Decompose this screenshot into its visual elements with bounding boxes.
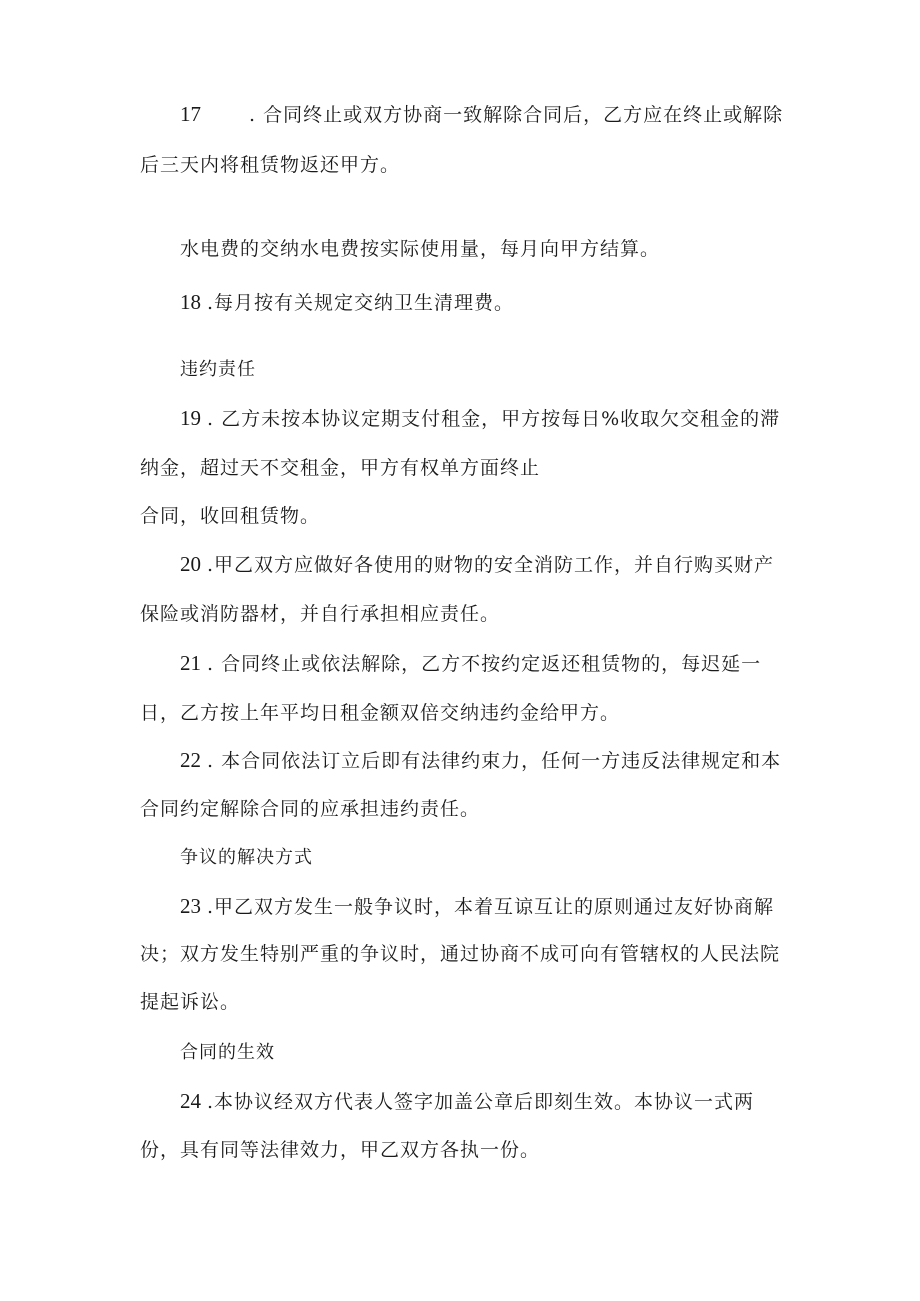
clause-19-line-2: 纳金，超过天不交租金，甲方有权单方面终止 xyxy=(140,457,541,479)
clause-17-line-1 xyxy=(180,102,783,127)
clause-20-line-2: 保险或消防器材，并自行承担相应责任。 xyxy=(140,603,501,625)
clause-17-line-2: 后三天内将租赁物返还甲方。 xyxy=(140,154,401,176)
clause-23-line-2: 决；双方发生特别严重的争议时，通过协商不成可向有管辖权的人民法院 xyxy=(140,943,781,965)
clause-text: .本协议经双方代表人签字加盖公章后即刻生效。本协议一式两 xyxy=(207,1091,755,1113)
clause-number: 22 xyxy=(180,748,201,772)
clause-23-line-1 xyxy=(180,894,774,919)
section-heading-dispute: 争议的解决方式 xyxy=(180,847,313,868)
clause-number: 18 xyxy=(180,290,201,314)
clause-18-line-1 xyxy=(180,290,514,315)
clause-text: . 合同终止或依法解除，乙方不按约定返还租赁物的，每迟延一 xyxy=(207,653,762,675)
clause-number: 23 xyxy=(180,894,201,918)
clause-text: .甲乙双方发生一般争议时，本着互谅互让的原则通过友好协商解 xyxy=(207,896,775,918)
clause-number: 20 xyxy=(180,552,201,576)
clause-number: 24 xyxy=(180,1089,201,1113)
clause-number: 19 xyxy=(180,406,201,430)
clause-text: .每月按有关规定交纳卫生清理费。 xyxy=(207,292,515,314)
utilities-paragraph: 水电费的交纳水电费按实际使用量，每月向甲方结算。 xyxy=(180,238,661,260)
section-heading-effect: 合同的生效 xyxy=(180,1042,275,1063)
clause-text: . 乙方未按本协议定期支付租金，甲方按每日%收取欠交租金的滞 xyxy=(207,408,781,430)
clause-24-line-2: 份，具有同等法律效力，甲乙双方各执一份。 xyxy=(140,1139,541,1161)
clause-23-line-3: 提起诉讼。 xyxy=(140,991,241,1013)
clause-19-line-3: 合同，收回租赁物。 xyxy=(140,505,321,527)
clause-19-line-1 xyxy=(180,406,780,431)
clause-number: 17 xyxy=(180,102,201,126)
clause-text: . 合同终止或双方协商一致解除合同后，乙方应在终止或解除 xyxy=(249,104,784,126)
clause-21-line-2: 日，乙方按上年平均日租金额双倍交纳违约金给甲方。 xyxy=(140,702,621,724)
clause-22-line-2: 合同约定解除合同的应承担违约责任。 xyxy=(140,798,481,820)
clause-21-line-1 xyxy=(180,651,761,676)
clause-22-line-1 xyxy=(180,748,781,773)
clause-number: 21 xyxy=(180,651,201,675)
clause-20-line-1 xyxy=(180,552,774,577)
clause-text: .甲乙双方应做好各使用的财物的安全消防工作，并自行购买财产 xyxy=(207,554,775,576)
section-heading-breach: 违约责任 xyxy=(180,359,256,380)
clause-24-line-1 xyxy=(180,1089,754,1114)
clause-text: . 本合同依法订立后即有法律约束力，任何一方违反法律规定和本 xyxy=(207,750,782,772)
